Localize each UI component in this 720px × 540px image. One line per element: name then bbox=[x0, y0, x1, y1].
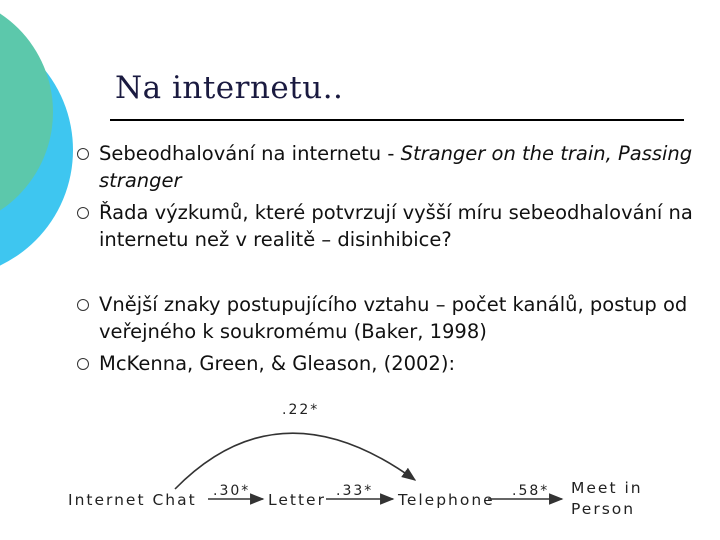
circle-bullet-icon bbox=[77, 148, 89, 160]
node-meet-in: Meet in bbox=[571, 479, 643, 497]
arc-label: .22* bbox=[282, 402, 320, 418]
bullet-text: McKenna, Green, & Gleason, (2002): bbox=[99, 352, 456, 375]
circle-bullet-icon bbox=[77, 299, 89, 311]
decorative-circles bbox=[0, 0, 80, 290]
relationship-diagram bbox=[60, 392, 660, 522]
node-person: Person bbox=[571, 500, 636, 518]
bullet-text: Sebeodhalování na internetu - bbox=[99, 142, 401, 165]
node-internet-chat: Internet Chat bbox=[68, 491, 197, 509]
title-divider bbox=[110, 119, 684, 121]
bullet-text: Řada výzkumů, které potvrzují vyšší míru sebeodhalování na internetu než v realitě – disinhibice? bbox=[99, 201, 693, 251]
bullet-italic-text: Stranger on the train, Passing stranger bbox=[99, 142, 693, 192]
edge-label-chat-letter: .30* bbox=[213, 483, 251, 499]
node-telephone: Telephone bbox=[398, 491, 495, 509]
edge-label-telephone-meet: .58* bbox=[512, 483, 550, 499]
bullet-text: Vnější znaky postupujícího vztahu – počet kanálů, postup od veřejného k soukromému (Baker, 1998) bbox=[99, 293, 688, 343]
slide-title: Na internetu.. bbox=[115, 70, 344, 106]
edge-label-letter-telephone: .33* bbox=[336, 483, 374, 499]
circle-bullet-icon bbox=[77, 207, 89, 219]
arc-arrow bbox=[175, 433, 415, 489]
node-letter: Letter bbox=[268, 491, 326, 509]
circle-bullet-icon bbox=[77, 358, 89, 370]
